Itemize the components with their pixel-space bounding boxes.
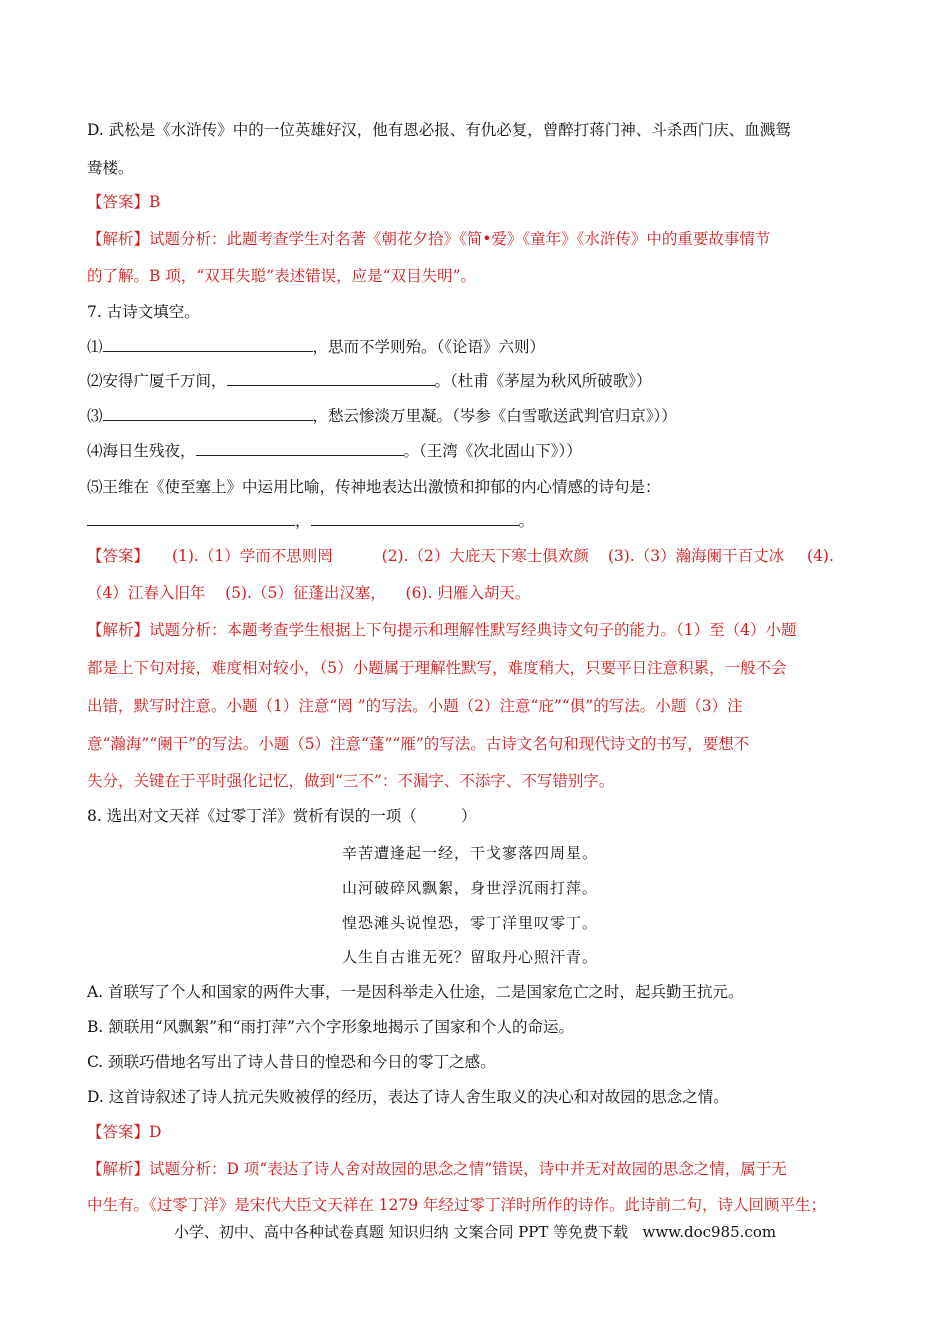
q7-item4-prefix: ⑷海日生残夜， bbox=[87, 442, 196, 460]
q7-item1-suffix: ，思而不学则殆。（《论语》六则） bbox=[312, 338, 546, 356]
q7-analysis-line2: 都是上下句对接，难度相对较小，（5）小题属于理解性默写，难度稍大，只要平日注意积累，一般不会 bbox=[87, 659, 787, 677]
q8-analysis-line2: 中生有。《过零丁洋》是宋代大臣文天祥在 1279 年经过零丁洋时所作的诗作。此诗前二句，诗人回顾平生； bbox=[87, 1196, 827, 1214]
q8-option-d: D. 这首诗叙述了诗人抗元失败被俘的经历，表达了诗人舍生取义的决心和对故园的思念之情。 bbox=[87, 1088, 729, 1106]
q7-item4-suffix: 。（王湾《次北固山下》）） bbox=[403, 442, 582, 460]
q8-poem-line1: 辛苦遭逢起一经，干戈寥落四周星。 bbox=[342, 844, 599, 862]
q7-item1 bbox=[87, 337, 545, 357]
q8-answer: 【答案】D bbox=[87, 1123, 162, 1141]
q7-analysis-line1: 【解析】试题分析：本题考查学生根据上下句提示和理解性默写经典诗文句子的能力。（1）至（4）小题 bbox=[87, 621, 797, 639]
q7-item3 bbox=[87, 406, 677, 426]
page-footer: 小学、初中、高中各种试卷真题 知识归纳 文案合同 PPT 等免费下载 www.doc985.com bbox=[173, 1223, 777, 1241]
q7-item5-blank2 bbox=[311, 511, 519, 526]
q7-item3-suffix: ，愁云惨淡万里凝。（岑参《白雪歌送武判官归京》）） bbox=[312, 407, 677, 425]
q7-item5-blank1 bbox=[87, 511, 295, 526]
q8-poem-line4: 人生自古谁无死？留取丹心照汗青。 bbox=[342, 948, 599, 966]
q7-analysis-line5: 失分，关键在于平时强化记忆，做到“三不”：不漏字、不添字、不写错别字。 bbox=[87, 772, 615, 790]
q8-poem-line2: 山河破碎风飘絮，身世浮沉雨打萍。 bbox=[342, 879, 599, 897]
q8-analysis-line1: 【解析】试题分析：D 项“表达了诗人舍对故园的思念之情”错误，诗中并无对故园的思念之情，属于无 bbox=[87, 1160, 787, 1178]
q7-item5-sep: ， bbox=[295, 512, 311, 530]
q7-item1-blank bbox=[103, 337, 313, 352]
q6-analysis-line1: 【解析】试题分析：此题考查学生对名著《朝花夕拾》《简•爱》《童年》《水浒传》中的重要故事情节 bbox=[87, 230, 771, 248]
q7-item5-end: 。 bbox=[518, 512, 535, 530]
q7-item2 bbox=[87, 371, 652, 391]
q6-option-d-line1: D. 武松是《水浒传》中的一位英雄好汉，他有恩必报、有仇必复，曾醉打蒋门神、斗杀西门庆、血溅鸳 bbox=[87, 121, 791, 139]
q8-poem-line3: 惶恐滩头说惶恐，零丁洋里叹零丁。 bbox=[342, 914, 599, 932]
q7-item5-blanks bbox=[87, 511, 534, 531]
q7-item2-suffix: 。（杜甫《茅屋为秋风所破歌》） bbox=[434, 372, 652, 390]
q7-answer-a2: (2).（2）大庇天下寒士俱欢颜 bbox=[381, 547, 589, 565]
q8-option-a: A. 首联写了个人和国家的两件大事，一是因科举走入仕途，二是国家危亡之时，起兵勤王抗元。 bbox=[87, 983, 744, 1001]
q7-title: 7. 古诗文填空。 bbox=[87, 303, 200, 321]
q7-answer-a3: (3).（3）瀚海阑干百丈冰 bbox=[607, 547, 785, 565]
q7-item3-blank bbox=[103, 406, 313, 421]
q6-option-d-line2: 鸯楼。 bbox=[87, 159, 134, 177]
q8-title: 8. 选出对文天祥《过零丁洋》赏析有误的一项（ ） bbox=[87, 807, 477, 825]
q7-item5: ⑸王维在《使至塞上》中运用比喻，传神地表达出激愤和抑郁的内心情感的诗句是： bbox=[87, 478, 661, 496]
q7-answer-a4: (4). bbox=[807, 547, 834, 565]
q7-item3-prefix: ⑶ bbox=[87, 407, 103, 425]
q6-analysis-line2: 的了解。B 项，“双耳失聪”表述错误，应是“双目失明”。 bbox=[87, 267, 477, 285]
q7-answer-a1: (1).（1）学而不思则罔 bbox=[171, 547, 333, 565]
q7-analysis-line3: 出错，默写时注意。小题（1）注意“罔 ”的写法。小题（2）注意“庇”“俱”的写法。小题（3）注 bbox=[87, 697, 743, 715]
q7-item4-blank bbox=[196, 441, 404, 456]
q6-answer: 【答案】B bbox=[87, 193, 161, 211]
q7-item1-prefix: ⑴ bbox=[87, 338, 103, 356]
q7-answer-label: 【答案】 bbox=[87, 547, 150, 565]
q8-option-b: B. 颔联用“风飘絮”和“雨打萍”六个字形象地揭示了国家和个人的命运。 bbox=[87, 1018, 574, 1036]
q7-item2-blank bbox=[227, 371, 435, 386]
q8-option-c: C. 颈联巧借地名写出了诗人昔日的惶恐和今日的零丁之感。 bbox=[87, 1053, 496, 1071]
q7-answer-line2: （4）江春入旧年 (5).（5）征蓬出汉塞， (6). 归雁入胡天。 bbox=[87, 584, 531, 602]
q7-analysis-line4: 意“瀚海”“阑干”的写法。小题（5）注意“蓬”“雁”的写法。古诗文名句和现代诗文的书写，要想不 bbox=[87, 735, 750, 753]
q7-item2-prefix: ⑵安得广厦千万间， bbox=[87, 372, 227, 390]
q7-item4 bbox=[87, 441, 582, 461]
q7-answer-line1 bbox=[87, 546, 834, 566]
